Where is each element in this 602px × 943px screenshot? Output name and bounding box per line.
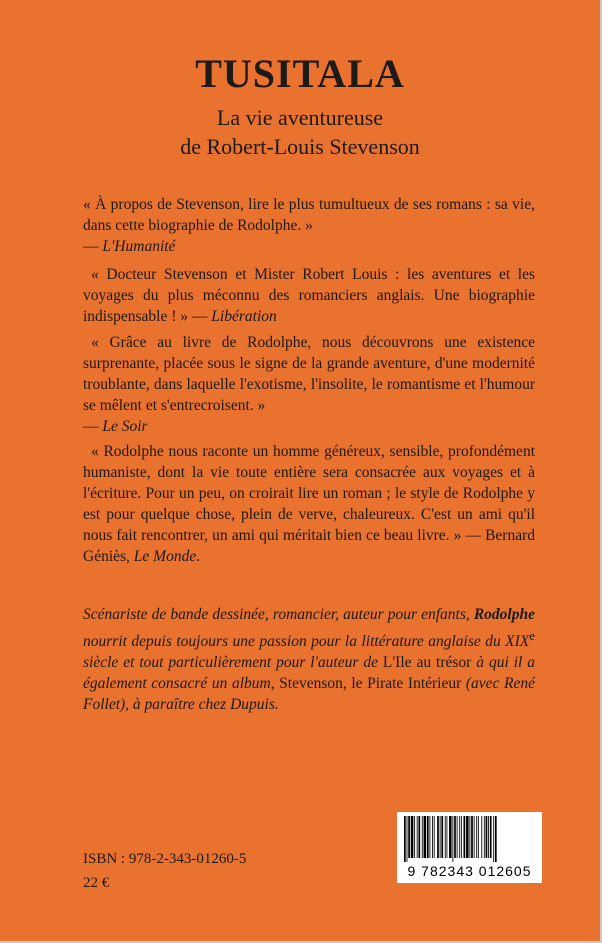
quote-dash: — <box>83 418 103 435</box>
barcode-bar <box>490 816 492 858</box>
bio-part2: nourrit depuis toujours une passion pour la littérature anglaise du XIX <box>83 633 530 651</box>
press-quote-le-monde <box>83 441 535 567</box>
barcode-bar <box>488 816 489 858</box>
book-title: TUSITALA <box>195 51 405 96</box>
barcode-bar <box>440 816 441 858</box>
bio-author-name: Rodolphe <box>473 606 535 623</box>
barcode-bar <box>474 816 475 858</box>
barcode-bar <box>407 816 408 862</box>
barcode-bar <box>432 816 433 858</box>
quote-dash: — <box>83 238 103 255</box>
barcode-bar <box>417 816 418 858</box>
press-quote-liberation <box>83 264 535 327</box>
barcode-bar <box>441 816 443 858</box>
barcode-bar <box>445 816 446 858</box>
barcode-bar <box>434 816 435 858</box>
isbn-text: ISBN : 978-2-343-01260-5 <box>83 851 247 867</box>
quote-source: L'Humanité <box>102 238 176 255</box>
barcode-bar <box>404 816 406 862</box>
press-quote-le-soir <box>83 332 535 437</box>
price-text: 22 € <box>83 875 110 891</box>
press-quote-humanite <box>83 194 535 257</box>
bio-part4: à qui il a également consacré un album, <box>83 654 536 693</box>
barcode-bar <box>430 816 431 858</box>
barcode-bar <box>469 816 470 858</box>
barcode-bar <box>437 816 439 858</box>
barcode-bar <box>422 816 423 858</box>
barcode-bar <box>493 816 494 862</box>
barcode-bars <box>402 816 537 862</box>
barcode-bar <box>461 816 462 858</box>
barcode-bar <box>464 816 466 858</box>
barcode-bar <box>457 816 458 858</box>
barcode-bar <box>411 816 414 858</box>
barcode-bar <box>449 816 452 858</box>
quote-end: . <box>196 548 201 565</box>
quote-source: Le Soir <box>102 418 148 435</box>
quote-text: « Rodolphe nous raconte un homme généreux, sensible, profondément humaniste, dont la vie toute entière sera consacrée aux voyages et à l'écriture. Pour un peu, on croirait lire un roman ; le style de Rodolphe y est pour quelque chose, plein de verve, chaleureux. C'est un ami qu'il nous fait rencontrer, un ami qui méritait bien ce beau livre. » — Bernard Géniès, <box>83 443 535 565</box>
barcode-digits: 9 782343 012605 <box>407 863 532 879</box>
quote-text: « Docteur Stevenson et Mister Robert Louis : les aventures et les voyages du plus méconnu des romanciers anglais. Une biographie indispensable ! » — <box>83 266 535 325</box>
bio-part3: siècle et tout particulièrement pour l'auteur de <box>83 654 383 672</box>
barcode-bar <box>481 816 482 858</box>
barcode-bar <box>427 816 429 858</box>
barcode-bar <box>454 816 456 858</box>
quote-source: Libération <box>211 308 277 325</box>
barcode-bar <box>418 816 420 858</box>
barcode-bar <box>414 816 415 858</box>
book-subtitle-line2: de Robert-Louis Stevenson <box>180 134 420 159</box>
author-bio <box>83 604 535 715</box>
quote-source: Le Monde <box>133 548 197 565</box>
book-subtitle-line1: La vie aventureuse <box>216 105 384 130</box>
barcode-bar <box>466 816 469 858</box>
barcode <box>397 812 542 883</box>
bio-work1: L'Ile au trésor <box>382 654 472 672</box>
barcode-bar <box>478 816 479 858</box>
barcode-bar <box>459 816 460 858</box>
barcode-bar <box>476 816 477 858</box>
bio-superscript: e <box>529 628 535 643</box>
barcode-bar <box>452 816 453 862</box>
quote-text: « Grâce au livre de Rodolphe, nous découvrons une existence surprenante, placée sous le signe de la grande aventure, d'une modernité troublante, dans laquelle l'exotisme, l'insolite, le romantisme et l'humour se mêlent et s'entrecroisent. » <box>83 334 535 414</box>
bio-part1: Scénariste de bande dessinée, romancier, auteur pour enfants, <box>83 606 474 623</box>
bio-part5: (avec René Follet), à paraître chez Dupuis. <box>83 675 535 714</box>
barcode-bar <box>424 816 427 858</box>
barcode-bar <box>484 816 485 858</box>
bio-work2: Stevenson, le Pirate Intérieur <box>279 675 462 693</box>
barcode-bar <box>408 816 410 858</box>
quote-text: « À propos de Stevenson, lire le plus tumultueux de ses romans : sa vie, dans cette biographie de Rodolphe. » <box>83 196 535 234</box>
barcode-bar <box>471 816 473 858</box>
barcode-bar <box>447 816 448 858</box>
barcode-bar <box>486 816 488 858</box>
barcode-bar <box>495 816 497 862</box>
